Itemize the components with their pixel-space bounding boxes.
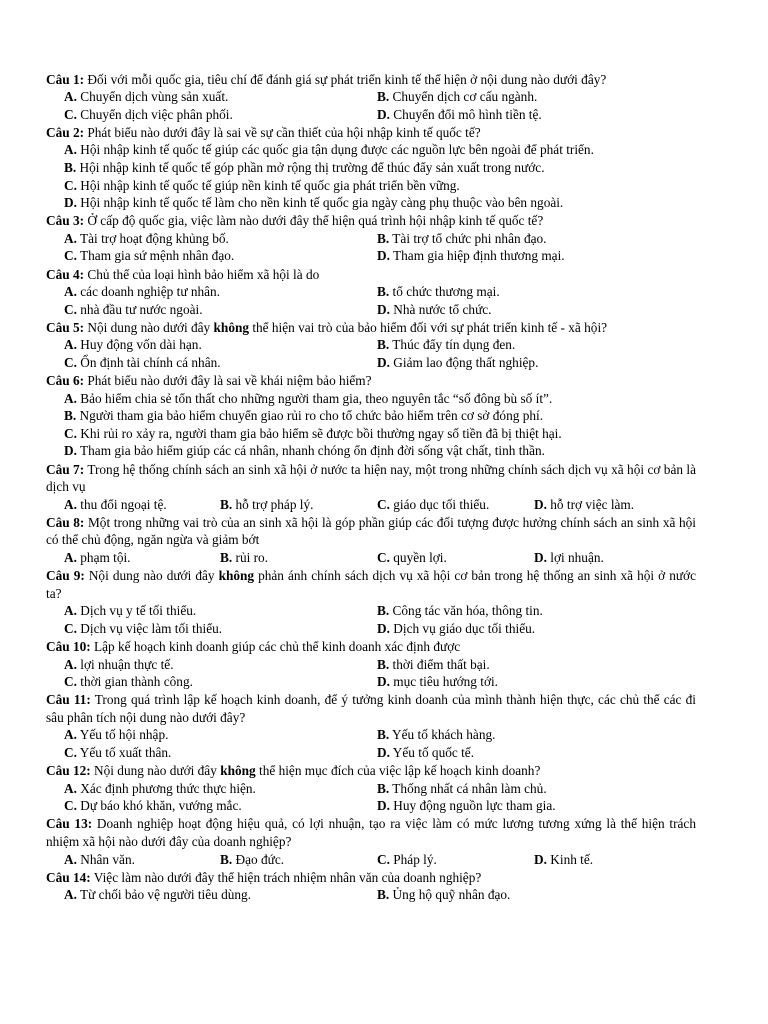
option-text: quyền lợi.	[393, 550, 447, 566]
option-text: Tài trợ tổ chức phi nhân đạo.	[392, 230, 547, 246]
options-row	[46, 780, 696, 798]
options-row	[46, 549, 696, 567]
option-letter: B.	[377, 780, 390, 796]
option-letter: D.	[377, 745, 390, 761]
question-number: Câu 2:	[46, 124, 85, 140]
option-a	[46, 496, 220, 514]
option-d	[377, 247, 565, 265]
option-d	[534, 851, 593, 869]
option-c	[46, 106, 377, 124]
option-letter: B.	[377, 887, 390, 903]
option-d	[534, 496, 634, 514]
question-stem	[46, 124, 696, 142]
option-text: hỗ trợ pháp lý.	[235, 496, 314, 512]
question-stem	[46, 461, 696, 496]
option-text: Chuyển dịch vùng sản xuất.	[80, 89, 229, 105]
option-c	[46, 247, 377, 265]
question-12	[46, 762, 696, 815]
options-row	[46, 230, 696, 248]
option-c	[46, 354, 377, 372]
options-row	[46, 336, 696, 354]
option-letter: A.	[64, 851, 77, 867]
option-text: Công tác văn hóa, thông tin.	[392, 603, 543, 619]
option-letter: D.	[534, 851, 547, 867]
question-9	[46, 567, 696, 637]
question-text: Một trong những vai trò của an sinh xã hội là góp phần giúp các đối tượng được hưởng chính sách an sinh xã hội có thể chủ động, ngăn ngừa và giảm bớt	[46, 514, 696, 548]
option-text: Tham gia sứ mệnh nhân đạo.	[80, 248, 235, 264]
question-keyword: không	[218, 568, 255, 584]
question-number: Câu 13:	[46, 816, 93, 832]
question-text: Trong quá trình lập kế hoạch kinh doanh, để ý tưởng kinh doanh của mình thành hiện thực, các chủ thể các đi sâu phân tích nội dung nào dưới đây?	[46, 692, 696, 725]
question-2	[46, 124, 696, 212]
option-letter: A.	[64, 887, 77, 903]
option-text: Dịch vụ việc làm tối thiểu.	[80, 620, 223, 636]
question-keyword: không	[213, 319, 250, 335]
option-b	[46, 159, 545, 177]
option-b	[377, 886, 510, 904]
option-a	[46, 780, 377, 798]
option-letter: C.	[377, 851, 390, 867]
option-a	[46, 656, 377, 674]
question-number: Câu 4:	[46, 266, 85, 282]
option-letter: D.	[377, 620, 390, 636]
options-row	[46, 301, 696, 319]
option-text: giáo dục tối thiểu.	[393, 496, 490, 512]
question-number: Câu 11:	[46, 692, 91, 708]
option-letter: A.	[64, 603, 77, 619]
question-stem	[46, 212, 696, 230]
question-3	[46, 212, 696, 265]
option-letter: B.	[377, 230, 390, 246]
option-c	[377, 496, 534, 514]
option-c	[46, 797, 377, 815]
option-a	[46, 141, 594, 159]
question-1	[46, 71, 696, 124]
option-text: Bảo hiểm chia sẻ tổn thất cho những người tham gia, theo nguyên tắc “số đông bù số ít”.	[80, 390, 553, 406]
option-text: Huy động nguồn lực tham gia.	[393, 798, 556, 814]
question-text: Chủ thể của loại hình bảo hiểm xã hội là do	[87, 266, 320, 282]
option-letter: A.	[64, 780, 77, 796]
option-text: Tham gia hiệp định thương mại.	[393, 248, 565, 264]
option-text: Ổn định tài chính cá nhân.	[80, 355, 221, 370]
options-row	[46, 673, 696, 691]
option-text: Nhân văn.	[80, 851, 135, 867]
question-text: Phát biểu nào dưới đây là sai về sự cần thiết của hội nhập kinh tế quốc tế?	[87, 124, 481, 140]
option-text: Chuyển dịch việc phân phối.	[80, 106, 233, 122]
option-text: mục tiêu hướng tới.	[393, 674, 498, 690]
option-letter: C.	[64, 106, 77, 122]
question-stem	[46, 815, 696, 850]
option-letter: A.	[64, 496, 77, 512]
option-letter: B.	[64, 408, 77, 424]
option-letter: C.	[64, 620, 77, 636]
options-row	[46, 656, 696, 674]
question-5	[46, 319, 696, 372]
question-number: Câu 9:	[46, 568, 85, 584]
question-text: Việc làm nào dưới đây thể hiện trách nhiệm nhân văn của doanh nghiệp?	[93, 869, 482, 885]
question-number: Câu 7:	[46, 461, 85, 477]
question-6	[46, 372, 696, 460]
option-text: Từ chối bảo vệ người tiêu dùng.	[80, 887, 252, 903]
option-text: Tham gia bảo hiểm giúp các cá nhân, nhanh chóng ổn định đời sống vật chất, tinh thần.	[80, 443, 545, 459]
option-letter: B.	[220, 496, 233, 512]
option-text: Chuyển dịch cơ cấu ngành.	[392, 89, 538, 105]
option-text: Pháp lý.	[393, 851, 437, 867]
options-row	[46, 425, 696, 443]
question-stem	[46, 514, 696, 549]
question-14	[46, 869, 696, 904]
question-number: Câu 1:	[46, 71, 85, 87]
option-b	[377, 336, 515, 354]
option-d	[377, 744, 474, 762]
option-letter: B.	[377, 727, 390, 743]
question-text: Lập kế hoạch kinh doanh giúp các chủ thể kinh doanh xác định được	[94, 639, 461, 654]
question-text: Doanh nghiệp hoạt động hiệu quả, có lợi nhuận, tạo ra việc làm có mức lương tương xứng là thể hiện trách nhiệm xã hội nào dưới đây của doanh nghiệp?	[46, 816, 696, 850]
option-text: Yếu tố xuất thân.	[79, 745, 172, 761]
options-row	[46, 602, 696, 620]
option-text: Người tham gia bảo hiểm chuyển giao rủi ro cho tổ chức bảo hiểm trên cơ sở đóng phí.	[79, 408, 544, 424]
question-10	[46, 638, 696, 691]
option-letter: A.	[64, 142, 77, 158]
option-letter: D.	[64, 195, 77, 211]
option-text: Hội nhập kinh tế quốc tế làm cho nền kinh tế quốc gia ngày càng phụ thuộc vào bên ngoài.	[80, 195, 564, 211]
question-stem	[46, 691, 696, 726]
option-letter: B.	[377, 284, 390, 300]
options-row	[46, 141, 696, 159]
question-number: Câu 6:	[46, 373, 85, 389]
option-letter: A.	[64, 284, 77, 300]
option-text: Dự báo khó khăn, vướng mắc.	[80, 798, 242, 814]
option-text: Dịch vụ giáo dục tối thiểu.	[393, 620, 536, 636]
options-row	[46, 88, 696, 106]
option-text: Chuyển đổi mô hình tiền tệ.	[393, 106, 542, 122]
option-text: lợi nhuận thực tế.	[80, 656, 174, 672]
question-text: Ở cấp độ quốc gia, việc làm nào dưới đây thể hiện quá trình hội nhập kinh tế quốc tế?	[87, 213, 544, 229]
option-letter: D.	[377, 248, 390, 264]
option-letter: C.	[64, 301, 77, 317]
option-text: hỗ trợ việc làm.	[550, 496, 635, 512]
option-text: thu đổi ngoại tệ.	[80, 496, 167, 512]
option-d	[46, 194, 563, 212]
question-text: Trong hệ thống chính sách an sinh xã hội ở nước ta hiện nay, một trong những chính sách dịch vụ xã hội cơ bản là dịch vụ	[46, 461, 697, 495]
option-letter: A.	[64, 337, 77, 353]
option-text: Ủng hộ quỹ nhân đạo.	[392, 887, 511, 903]
options-row	[46, 283, 696, 301]
option-b	[377, 656, 490, 674]
option-text: phạm tội.	[80, 550, 131, 566]
option-b	[377, 726, 495, 744]
option-text: Thống nhất cá nhân làm chủ.	[392, 780, 547, 796]
option-d	[377, 620, 535, 638]
question-11	[46, 691, 696, 761]
option-letter: C.	[64, 798, 77, 814]
option-text: Huy động vốn dài hạn.	[80, 337, 202, 353]
option-letter: B.	[377, 603, 390, 619]
option-d	[377, 301, 492, 319]
options-row	[46, 177, 696, 195]
option-a	[46, 336, 377, 354]
options-row	[46, 442, 696, 460]
question-stem	[46, 567, 696, 602]
options-row	[46, 851, 696, 869]
option-text: Khi rủi ro xảy ra, người tham gia bảo hiểm sẽ được bồi thường ngay số tiền đã bị thiệt hại.	[80, 425, 562, 441]
option-a	[46, 390, 552, 408]
question-text: thể hiện vai trò của bảo hiểm đối với sự phát triển kinh tế - xã hội?	[252, 319, 608, 335]
option-letter: C.	[377, 550, 390, 566]
option-text: Hội nhập kinh tế quốc tế góp phần mở rộng thị trường để thúc đẩy sản xuất trong nước.	[79, 159, 545, 175]
question-stem	[46, 869, 696, 887]
option-text: tổ chức thương mại.	[392, 284, 500, 300]
question-7	[46, 461, 696, 514]
option-d	[534, 549, 604, 567]
option-text: Xác định phương thức thực hiện.	[80, 780, 256, 796]
question-text: Nội dung nào dưới đây	[87, 319, 211, 335]
option-text: thời gian thành công.	[80, 674, 193, 690]
option-letter: C.	[64, 355, 77, 370]
options-row	[46, 390, 696, 408]
option-text: rủi ro.	[235, 550, 269, 566]
option-text: Tài trợ hoạt động khủng bố.	[80, 230, 229, 246]
option-c	[46, 620, 377, 638]
question-keyword: không	[220, 763, 256, 779]
question-text: Nội dung nào dưới đây	[94, 763, 217, 779]
option-letter: B.	[377, 337, 390, 353]
question-text: phản ánh chính sách dịch vụ xã hội cơ bản trong hệ thống an sinh xã hội ở nước ta?	[46, 568, 696, 601]
option-letter: D.	[377, 106, 390, 122]
option-letter: A.	[64, 550, 77, 566]
option-c	[46, 744, 377, 762]
question-number: Câu 8:	[46, 514, 85, 530]
option-text: Nhà nước tổ chức.	[393, 301, 492, 317]
option-c	[46, 301, 377, 319]
option-letter: D.	[534, 550, 547, 566]
option-letter: C.	[64, 425, 77, 441]
question-text: Nội dung nào dưới đây	[88, 568, 215, 584]
option-text: các doanh nghiệp tư nhân.	[80, 284, 221, 300]
option-text: thời điểm thất bại.	[392, 656, 490, 672]
option-letter: B.	[220, 550, 233, 566]
question-stem	[46, 266, 696, 284]
option-letter: C.	[64, 248, 77, 264]
option-a	[46, 726, 377, 744]
option-a	[46, 886, 377, 904]
option-text: lợi nhuận.	[550, 550, 604, 566]
question-stem	[46, 762, 696, 780]
option-b	[220, 549, 377, 567]
option-b	[377, 602, 543, 620]
question-number: Câu 10:	[46, 639, 91, 654]
option-text: Hội nhập kinh tế quốc tế giúp các quốc gia tận dụng được các nguồn lực bên ngoài để phát triển.	[80, 142, 594, 158]
option-a	[46, 283, 377, 301]
option-d	[377, 106, 542, 124]
option-d	[377, 797, 556, 815]
option-d	[377, 673, 498, 691]
option-b	[377, 230, 546, 248]
option-text: Yếu tố khách hàng.	[392, 727, 496, 743]
option-letter: A.	[64, 390, 77, 406]
option-text: Dịch vụ y tế tối thiểu.	[80, 603, 197, 619]
question-number: Câu 12:	[46, 763, 91, 779]
option-text: Thúc đẩy tín dụng đen.	[392, 337, 516, 353]
option-letter: C.	[64, 674, 77, 690]
options-row	[46, 620, 696, 638]
question-number: Câu 3:	[46, 213, 85, 229]
option-a	[46, 88, 377, 106]
option-c	[377, 851, 534, 869]
question-text: Đối với mỗi quốc gia, tiêu chí để đánh giá sự phát triển kinh tế thể hiện ở nội dung nào dưới đây?	[87, 71, 607, 87]
option-d	[46, 442, 545, 460]
options-row	[46, 886, 696, 904]
option-a	[46, 851, 220, 869]
option-b	[220, 851, 377, 869]
option-letter: D.	[377, 355, 390, 370]
option-c	[46, 673, 377, 691]
question-stem	[46, 71, 696, 89]
option-text: nhà đầu tư nước ngoài.	[80, 301, 203, 317]
options-row	[46, 354, 696, 372]
question-text: Phát biểu nào dưới đây là sai về khái niệm bảo hiểm?	[87, 373, 372, 389]
question-text: thể hiện mục đích của việc lập kế hoạch kinh doanh?	[259, 763, 541, 779]
option-letter: D.	[377, 674, 390, 690]
question-4	[46, 266, 696, 319]
option-b	[377, 88, 537, 106]
option-text: Yếu tố hội nhập.	[79, 727, 169, 743]
option-letter: D.	[377, 301, 390, 317]
options-row	[46, 247, 696, 265]
option-a	[46, 549, 220, 567]
option-d	[377, 354, 538, 372]
question-number: Câu 14:	[46, 869, 91, 885]
question-13	[46, 815, 696, 868]
option-text: Yếu tố quốc tế.	[392, 745, 475, 761]
option-text: Kinh tế.	[550, 851, 594, 867]
option-letter: A.	[64, 230, 77, 246]
options-row	[46, 194, 696, 212]
option-b	[220, 496, 377, 514]
options-row	[46, 159, 696, 177]
options-row	[46, 407, 696, 425]
options-row	[46, 744, 696, 762]
options-row	[46, 797, 696, 815]
option-letter: D.	[64, 443, 77, 459]
question-8	[46, 514, 696, 567]
question-number: Câu 5:	[46, 319, 85, 335]
option-letter: C.	[64, 177, 77, 193]
option-a	[46, 230, 377, 248]
question-stem	[46, 372, 696, 390]
option-a	[46, 602, 377, 620]
options-row	[46, 726, 696, 744]
option-letter: B.	[377, 89, 390, 105]
option-c	[46, 425, 562, 443]
option-b	[377, 780, 547, 798]
option-c	[377, 549, 534, 567]
option-b	[46, 407, 543, 425]
option-text: Đạo đức.	[235, 851, 285, 867]
option-letter: A.	[64, 656, 77, 672]
option-text: Giảm lao động thất nghiệp.	[393, 355, 539, 370]
option-text: Hội nhập kinh tế quốc tế giúp nền kinh tế quốc gia phát triển bền vững.	[80, 177, 460, 193]
question-stem	[46, 319, 696, 337]
options-row	[46, 106, 696, 124]
option-letter: A.	[64, 727, 77, 743]
option-letter: D.	[534, 496, 547, 512]
option-letter: B.	[220, 851, 233, 867]
question-stem	[46, 638, 696, 656]
option-c	[46, 177, 460, 195]
option-letter: B.	[64, 159, 77, 175]
option-letter: A.	[64, 89, 77, 105]
option-letter: C.	[64, 745, 77, 761]
option-b	[377, 283, 500, 301]
exam-page	[46, 70, 696, 904]
options-row	[46, 496, 696, 514]
option-letter: B.	[377, 656, 390, 672]
option-letter: C.	[377, 496, 390, 512]
option-letter: D.	[377, 798, 390, 814]
